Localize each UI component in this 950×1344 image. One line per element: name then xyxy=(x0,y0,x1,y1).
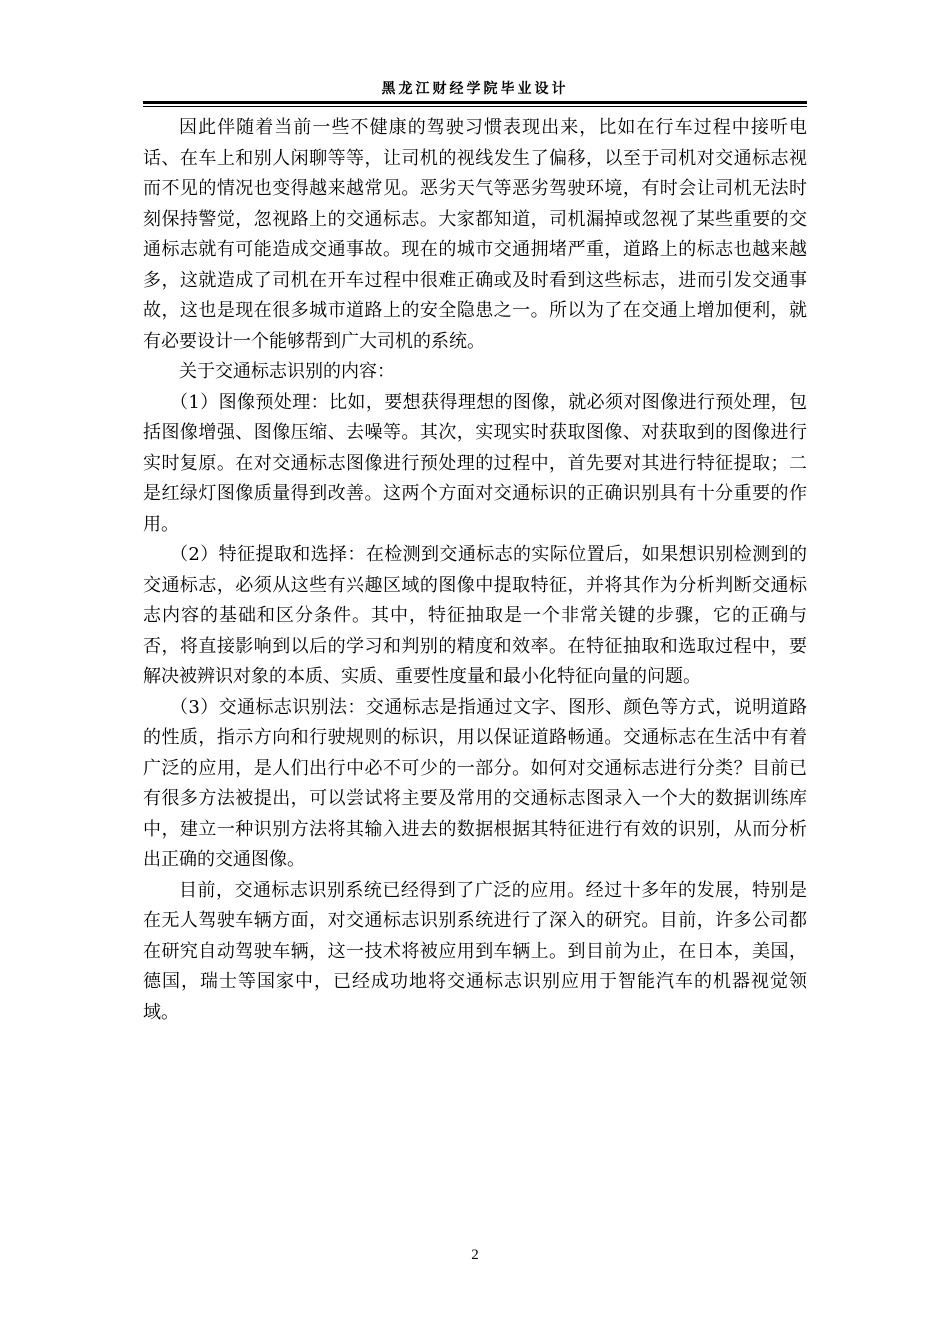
paragraph-recognition-intro: 关于交通标志识别的内容： xyxy=(179,361,395,382)
paragraph-recognition-method: （3）交通标志识别法：交通标志是指通过文字、图形、颜色等方式，说明道路的性质，指示方向和行驶规则的标识，用以保证道路畅通。交通标志在生活中有着广泛的应用，是人们出行中必不可少的一部分。如何对交通标志进行分类？目前已有很多方法被提出，可以尝试将主要及常用的交通标志图录入一个大的数据训练库中，建立一种识别方法将其输入进去的数据根据其特征进行有效的识别，从而分析出正确的交通图像。 xyxy=(143,696,807,870)
header-rule-thick xyxy=(143,101,807,104)
paragraph-driving-habits: 因此伴随着当前一些不健康的驾驶习惯表现出来，比如在行车过程中接听电话、在车上和别人闲聊等等，让司机的视线发生了偏移，以至于司机对交通标志视而不见的情况也变得越来越常见。恶劣天气等恶劣驾驶环境，有时会让司机无法时刻保持警觉，忽视路上的交通标志。大家都知道，司机漏掉或忽视了某些重要的交通标志就有可能造成交通事故。现在的城市交通拥堵严重，道路上的标志也越来越多，这就造成了司机在开车过程中很难正确或及时看到这些标志，进而引发交通事故，这也是现在很多城市道路上的安全隐患之一。所以为了在交通上增加便利，就有必要设计一个能够帮到广大司机的系统。 xyxy=(143,117,807,352)
paragraph-feature-extraction: （2）特征提取和选择：在检测到交通标志的实际位置后，如果想识别检测到的交通标志，必须从这些有兴趣区域的图像中提取特征，并将其作为分析判断交通标志内容的基础和区分条件。其中，特征抽取是一个非常关键的步骤，它的正确与否，将直接影响到以后的学习和判别的精度和效率。在特征抽取和选取过程中，要解决被辨识对象的本质、实质、重要性度量和最小化特征向量的问题。 xyxy=(143,544,807,687)
paragraph-current-status: 目前，交通标志识别系统已经得到了广泛的应用。经过十多年的发展，特别是在无人驾驶车辆方面，对交通标志识别系统进行了深入的研究。目前，许多公司都在研究自动驾驶车辆，这一技术将被应用到车辆上。到目前为止，在日本，美国，德国，瑞士等国家中，已经成功地将交通标志识别应用于智能汽车的机器视觉领域。 xyxy=(143,879,807,1023)
page-number: 2 xyxy=(471,1247,479,1263)
body-text xyxy=(143,113,807,1028)
paragraph-image-preprocessing: （1）图像预处理：比如，要想获得理想的图像，就必须对图像进行预处理，包括图像增强、图像压缩、去噪等。其次，实现实时获取图像、对获取到的图像进行实时复原。在对交通标志图像进行预处理的过程中，首先要对其进行特征提取；二是红绿灯图像质量得到改善。这两个方面对交通标识的正确识别具有十分重要的作用。 xyxy=(143,391,807,535)
running-header: 黑龙江财经学院毕业设计 xyxy=(381,81,569,97)
header-rule-thin xyxy=(143,106,807,107)
